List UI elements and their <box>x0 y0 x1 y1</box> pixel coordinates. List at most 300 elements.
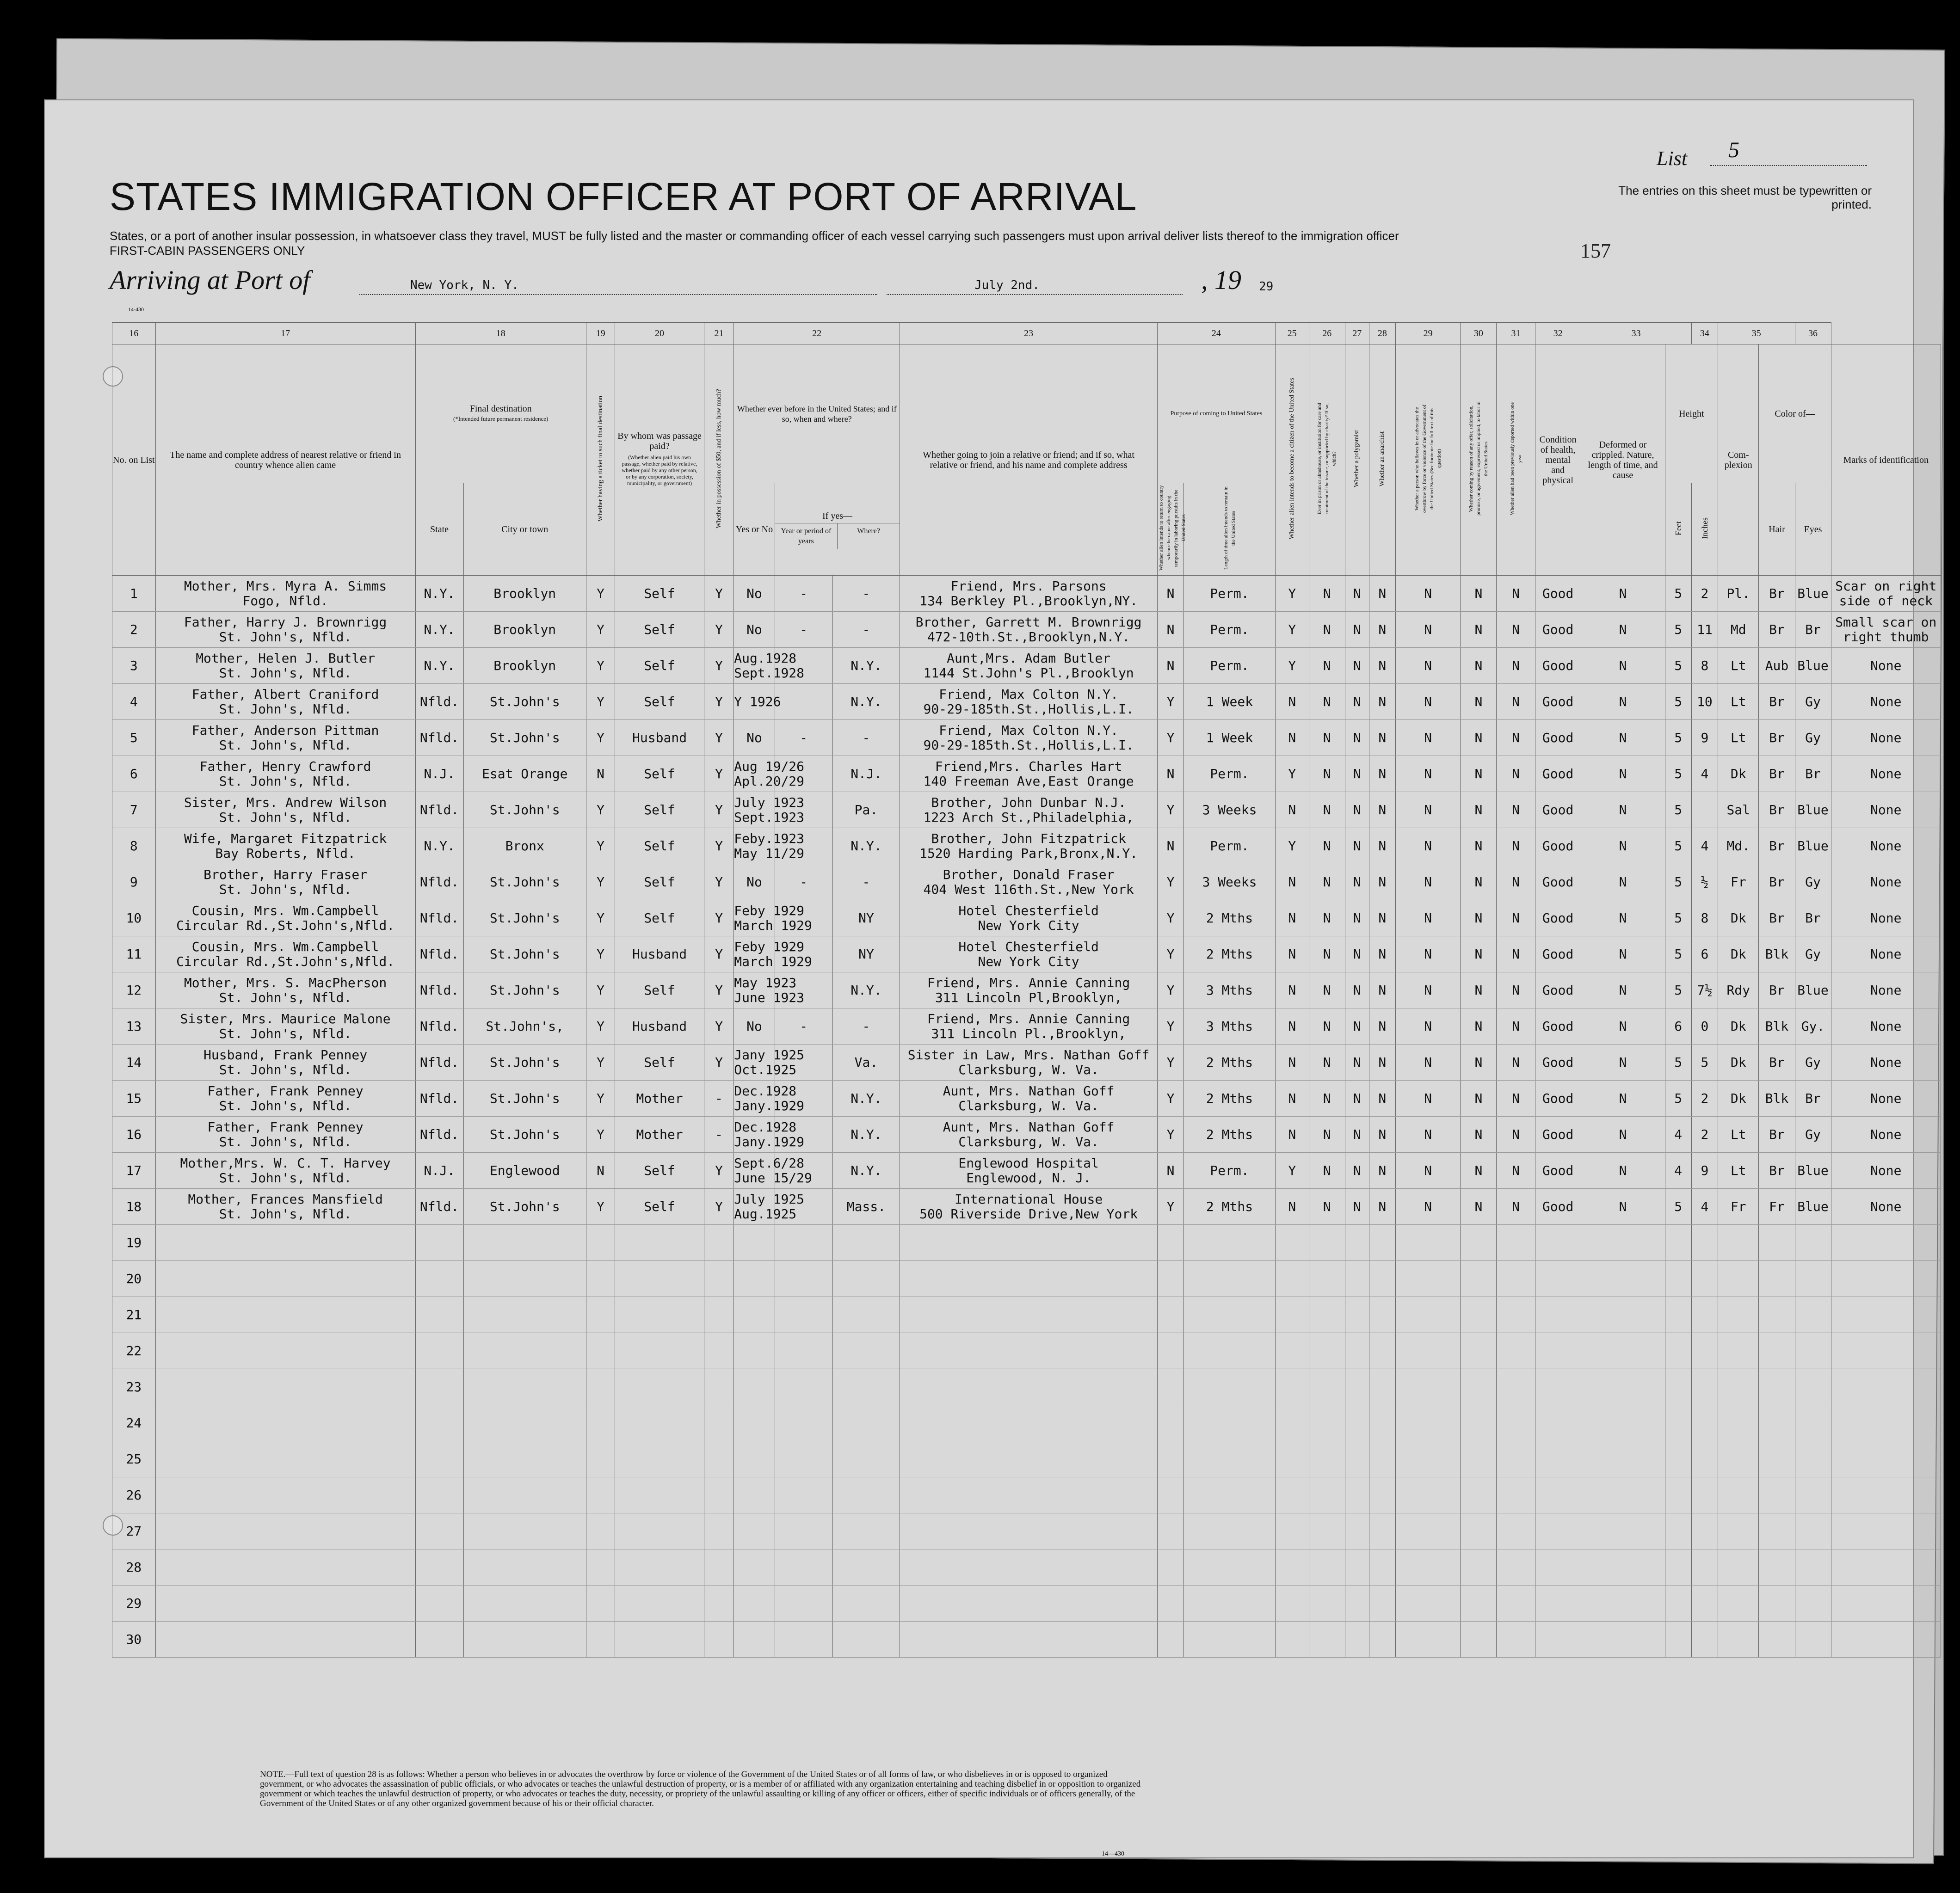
empty-cell <box>155 1441 415 1477</box>
polygamist-value-cell: N <box>1345 1081 1369 1117</box>
citizen-value-cell: Y <box>1275 828 1309 864</box>
labor-offer-value-cell: N <box>1461 684 1497 720</box>
empty-cell <box>734 1297 775 1333</box>
hair-color-value-cell: Br <box>1759 792 1795 828</box>
fifty-dollars-value-cell: Y <box>704 648 734 684</box>
empty-cell <box>1535 1405 1581 1441</box>
footnote: NOTE.—Full text of question 28 is as follows: Whether a person who believes in or advocates the overthrow by force or violence of the Government of the United States or of all forms of law, or who disbelieves in or is opposed to organized government, or who advocates the assassination of public officials, or who advocates or teaches the unlawful destruction of property, or is a member of or affiliated with any organization entertaining and teaching disbelief in or opposition to organized government or which teaches the unlawful destruction of property, or who advocates or teaches the duty, necessity, or propriety of the unlawful assaulting or killing of any officer or officers, either of specific individuals or of officers generally, of the Government of the United States or of any other organized government because of his or their official character. <box>260 1770 1141 1808</box>
hair-color-value-cell: Br <box>1759 828 1795 864</box>
ticket-value-cell: Y <box>586 900 615 936</box>
polygamist-value-cell: N <box>1345 1045 1369 1081</box>
empty-cell <box>900 1622 1158 1658</box>
empty-cell <box>1395 1441 1460 1477</box>
header-marks: Marks of identification <box>1831 344 1941 576</box>
relative-name: Father, Albert Craniford <box>191 686 379 702</box>
ticket-value-cell: N <box>586 1153 615 1189</box>
height-inches-value-cell: 5 <box>1691 1045 1718 1081</box>
prison-value-cell: N <box>1309 648 1345 684</box>
empty-cell <box>586 1369 615 1405</box>
nearest-relative-cell <box>155 1189 415 1225</box>
row-number-cell: 26 <box>112 1477 156 1513</box>
marks-line: None <box>1870 838 1902 854</box>
polygamist-value-cell: N <box>1345 756 1369 792</box>
joining-name: Friend, Mrs. Parsons <box>950 578 1107 594</box>
intends-return-value-cell: Y <box>1157 1045 1183 1081</box>
empty-cell <box>1759 1405 1795 1441</box>
header-intends-return <box>1157 483 1186 576</box>
empty-cell <box>1345 1513 1369 1549</box>
question-28-value-cell: N <box>1395 792 1460 828</box>
header-question-28 <box>1395 344 1460 576</box>
height-feet-value-cell: 5 <box>1665 1189 1691 1225</box>
relative-address: Circular Rd.,St.John's,Nfld. <box>176 953 395 969</box>
marks-line: None <box>1870 982 1902 998</box>
empty-cell <box>1665 1369 1691 1405</box>
fifty-dollars-value-cell: Y <box>704 792 734 828</box>
deformed-value-cell: N <box>1581 1153 1665 1189</box>
anarchist-value-cell: N <box>1369 684 1395 720</box>
empty-cell <box>1718 1586 1759 1622</box>
previous-visit-start: Feby 1929 <box>734 903 805 918</box>
empty-cell <box>1461 1477 1497 1513</box>
height-inches-value-cell: 4 <box>1691 828 1718 864</box>
empty-cell <box>1691 1513 1718 1549</box>
ticket-value-cell: Y <box>586 972 615 1008</box>
previously-in-us-value-cell <box>734 1153 812 1189</box>
prison-value-cell: N <box>1309 828 1345 864</box>
polygamist-value-cell: N <box>1345 1117 1369 1153</box>
complexion-value-cell: Dk <box>1718 1081 1759 1117</box>
empty-cell <box>1345 1441 1369 1477</box>
empty-cell <box>615 1225 704 1261</box>
empty-cell <box>1395 1297 1460 1333</box>
eye-color-value-cell: Gy <box>1795 936 1831 972</box>
anarchist-value-cell: N <box>1369 1189 1395 1225</box>
nearest-relative-cell <box>155 1081 415 1117</box>
prison-value-cell: N <box>1309 936 1345 972</box>
header-passage-paid <box>615 344 704 576</box>
empty-cell <box>1497 1549 1535 1586</box>
where-value-cell: - <box>832 576 900 612</box>
empty-cell <box>1665 1333 1691 1369</box>
deformed-value-cell: N <box>1581 612 1665 648</box>
header-feet <box>1665 483 1691 576</box>
previous-visit-start: No <box>746 1018 762 1034</box>
health-value-cell: Good <box>1535 1117 1581 1153</box>
joining-value-cell <box>900 684 1158 720</box>
col-num: 35 <box>1718 323 1795 344</box>
empty-cell <box>1369 1261 1395 1297</box>
empty-cell <box>1497 1586 1535 1622</box>
empty-cell <box>1184 1297 1276 1333</box>
labor-offer-value-cell: N <box>1461 864 1497 900</box>
empty-cell <box>1275 1225 1309 1261</box>
deformed-value-cell: N <box>1581 720 1665 756</box>
period-value-cell: - <box>775 864 832 900</box>
empty-cell <box>832 1261 900 1297</box>
deported-value-cell: N <box>1497 576 1535 612</box>
empty-cell <box>1581 1333 1665 1369</box>
previously-in-us-value-cell <box>734 792 805 828</box>
ticket-value-cell: Y <box>586 1008 615 1045</box>
empty-table-row <box>112 1441 1941 1477</box>
date-field <box>887 278 1183 295</box>
empty-cell <box>832 1369 900 1405</box>
empty-cell <box>1184 1622 1276 1658</box>
empty-cell <box>1275 1441 1309 1477</box>
previously-in-us-value-cell <box>734 900 812 936</box>
health-value-cell: Good <box>1535 756 1581 792</box>
complexion-value-cell: Pl. <box>1718 576 1759 612</box>
empty-cell <box>1461 1369 1497 1405</box>
joining-value-cell <box>900 972 1158 1008</box>
row-number-cell: 9 <box>112 864 156 900</box>
prison-value-cell: N <box>1309 612 1345 648</box>
empty-cell <box>1718 1405 1759 1441</box>
deformed-value-cell: N <box>1581 828 1665 864</box>
destination-state-cell: N.Y. <box>415 648 463 684</box>
nearest-relative-cell <box>155 648 415 684</box>
empty-cell <box>615 1622 704 1658</box>
joining-address: Clarksburg, W. Va. <box>958 1134 1099 1149</box>
complexion-value-cell: Lt <box>1718 720 1759 756</box>
empty-cell <box>1535 1297 1581 1333</box>
empty-cell <box>734 1622 775 1658</box>
hair-color-value-cell: Br <box>1759 756 1795 792</box>
empty-cell <box>1184 1586 1276 1622</box>
empty-cell <box>615 1405 704 1441</box>
empty-cell <box>415 1333 463 1369</box>
header-purpose: Purpose of coming to United States <box>1157 344 1275 483</box>
prison-value-cell: N <box>1309 1081 1345 1117</box>
empty-cell <box>832 1549 900 1586</box>
height-feet-value-cell: 5 <box>1665 1081 1691 1117</box>
previous-visit-start: Aug.1928 <box>734 650 797 666</box>
marks-line: None <box>1870 658 1902 673</box>
relative-address: St. John's, Nfld. <box>219 737 352 753</box>
footnote-form-code: 14—430 <box>1102 1850 1124 1857</box>
previous-visit-end: Jany.1929 <box>734 1134 805 1149</box>
joining-address: 311 Lincoln Pl.,Brooklyn, <box>931 1026 1126 1041</box>
empty-cell <box>586 1586 615 1622</box>
health-value-cell: Good <box>1535 792 1581 828</box>
empty-cell <box>1309 1369 1345 1405</box>
prison-value-cell: N <box>1309 576 1345 612</box>
destination-state-cell: Nfld. <box>415 936 463 972</box>
joining-value-cell <box>900 1081 1158 1117</box>
empty-cell <box>734 1333 775 1369</box>
empty-cell <box>1157 1225 1183 1261</box>
height-inches-value-cell: 6 <box>1691 936 1718 972</box>
empty-cell <box>586 1441 615 1477</box>
empty-cell <box>1309 1333 1345 1369</box>
header-citizen <box>1275 344 1309 576</box>
joining-value-cell <box>900 1189 1158 1225</box>
citizen-value-cell: N <box>1275 1117 1309 1153</box>
prison-label: Ever in prison or almshouse, or institution for care and treatment of the insane, or supported by charity? If so, which? <box>1317 403 1337 515</box>
citizen-value-cell: N <box>1275 1045 1309 1081</box>
prison-value-cell: N <box>1309 1008 1345 1045</box>
row-number-cell: 24 <box>112 1405 156 1441</box>
prison-value-cell: N <box>1309 684 1345 720</box>
empty-cell <box>1581 1441 1665 1477</box>
deported-label: Whether alien had been previously deported within one year <box>1509 402 1522 516</box>
eye-color-value-cell: Blue <box>1795 972 1831 1008</box>
citizen-value-cell: N <box>1275 972 1309 1008</box>
length-of-stay-value-cell: 2 Mths <box>1184 1081 1276 1117</box>
health-value-cell: Good <box>1535 828 1581 864</box>
previous-visit-start: Sept.6/28 <box>734 1155 805 1171</box>
row-number-cell: 6 <box>112 756 156 792</box>
prison-value-cell: N <box>1309 900 1345 936</box>
empty-cell <box>1691 1441 1718 1477</box>
height-inches-value-cell: ½ <box>1691 864 1718 900</box>
relative-address: St. John's, Nfld. <box>219 1206 352 1222</box>
marks-value-cell <box>1831 936 1941 972</box>
eye-color-value-cell: Gy <box>1795 684 1831 720</box>
labor-offer-value-cell: N <box>1461 612 1497 648</box>
fifty-dollars-value-cell: Y <box>704 864 734 900</box>
empty-cell <box>1795 1225 1831 1261</box>
polygamist-value-cell: N <box>1345 720 1369 756</box>
ticket-value-cell: Y <box>586 936 615 972</box>
health-value-cell: Good <box>1535 612 1581 648</box>
hair-color-value-cell: Br <box>1759 720 1795 756</box>
previously-in-us-value-cell <box>734 1081 805 1117</box>
empty-cell <box>415 1549 463 1586</box>
intends-return-value-cell: N <box>1157 576 1183 612</box>
deported-value-cell: N <box>1497 1008 1535 1045</box>
where-value-cell: - <box>832 1008 900 1045</box>
length-of-stay-value-cell: Perm. <box>1184 612 1276 648</box>
empty-cell <box>775 1261 832 1297</box>
intends-return-value-cell: Y <box>1157 684 1183 720</box>
empty-cell <box>1718 1622 1759 1658</box>
empty-cell <box>1275 1586 1309 1622</box>
empty-cell <box>155 1586 415 1622</box>
nearest-relative-cell <box>155 720 415 756</box>
empty-cell <box>463 1441 586 1477</box>
intends-return-value-cell: Y <box>1157 1189 1183 1225</box>
previous-visit-end: May 11/29 <box>734 845 805 861</box>
anarchist-value-cell: N <box>1369 900 1395 936</box>
form-code: 14-430 <box>128 306 144 313</box>
joining-address: 134 Berkley Pl.,Brooklyn,NY. <box>919 593 1138 608</box>
labor-offer-value-cell: N <box>1461 936 1497 972</box>
previously-in-us-value-cell <box>734 648 805 684</box>
passage-paid-value-cell: Self <box>615 900 704 936</box>
empty-cell <box>775 1441 832 1477</box>
empty-cell <box>1184 1261 1276 1297</box>
destination-city-cell: St.John's <box>463 1117 586 1153</box>
marks-value-cell <box>1831 828 1941 864</box>
passage-paid-label: By whom was passage paid? <box>617 430 702 451</box>
fifty-dollars-label: Whether in possession of $50, and if less, how much? <box>715 389 722 529</box>
empty-cell <box>1535 1441 1581 1477</box>
question-28-value-cell: N <box>1395 720 1460 756</box>
empty-cell <box>900 1369 1158 1405</box>
ticket-value-cell: Y <box>586 792 615 828</box>
empty-cell <box>1395 1225 1460 1261</box>
empty-cell <box>1369 1333 1395 1369</box>
deformed-value-cell: N <box>1581 1008 1665 1045</box>
destination-city-cell: Esat Orange <box>463 756 586 792</box>
empty-cell <box>704 1297 734 1333</box>
empty-cell <box>1461 1513 1497 1549</box>
empty-cell <box>1369 1369 1395 1405</box>
question-28-value-cell: N <box>1395 1117 1460 1153</box>
empty-cell <box>832 1513 900 1549</box>
empty-cell <box>1157 1549 1183 1586</box>
passenger-rows <box>112 576 1941 1658</box>
where-value-cell: N.Y. <box>832 648 900 684</box>
empty-cell <box>155 1477 415 1513</box>
empty-cell <box>1665 1261 1691 1297</box>
empty-cell <box>463 1369 586 1405</box>
header-anarchist <box>1369 344 1395 576</box>
hair-color-value-cell: Br <box>1759 1045 1795 1081</box>
relative-name: Mother, Mrs. Myra A. Simms <box>184 578 387 594</box>
empty-cell <box>1275 1333 1309 1369</box>
empty-cell <box>463 1333 586 1369</box>
empty-cell <box>1718 1225 1759 1261</box>
fifty-dollars-value-cell: Y <box>704 576 734 612</box>
deported-value-cell: N <box>1497 864 1535 900</box>
empty-cell <box>1718 1513 1759 1549</box>
deported-value-cell: N <box>1497 936 1535 972</box>
passage-paid-value-cell: Husband <box>615 1008 704 1045</box>
col-num: 27 <box>1345 323 1369 344</box>
period-value-cell: - <box>775 1008 832 1045</box>
table-row <box>112 612 1941 648</box>
empty-cell <box>704 1513 734 1549</box>
height-feet-value-cell: 5 <box>1665 612 1691 648</box>
destination-city-cell: St.John's <box>463 1189 586 1225</box>
fifty-dollars-value-cell: Y <box>704 1153 734 1189</box>
empty-cell <box>1497 1477 1535 1513</box>
empty-cell <box>1345 1586 1369 1622</box>
header-previously-in-us <box>734 344 900 483</box>
deformed-value-cell: N <box>1581 1045 1665 1081</box>
relative-address: St. John's, Nfld. <box>219 701 352 717</box>
complexion-value-cell: Lt <box>1718 648 1759 684</box>
nearest-relative-cell <box>155 1008 415 1045</box>
polygamist-value-cell: N <box>1345 1153 1369 1189</box>
complexion-value-cell: Dk <box>1718 936 1759 972</box>
empty-cell <box>1718 1549 1759 1586</box>
eye-color-value-cell: Br <box>1795 612 1831 648</box>
empty-cell <box>1665 1225 1691 1261</box>
destination-city-cell: Brooklyn <box>463 612 586 648</box>
empty-cell <box>1691 1333 1718 1369</box>
prison-value-cell: N <box>1309 972 1345 1008</box>
destination-state-cell: Nfld. <box>415 720 463 756</box>
fifty-dollars-value-cell: Y <box>704 828 734 864</box>
citizen-value-cell: N <box>1275 900 1309 936</box>
empty-cell <box>155 1225 415 1261</box>
table-row <box>112 864 1941 900</box>
empty-cell <box>1795 1261 1831 1297</box>
joining-address: 472-10th.St.,Brooklyn,N.Y. <box>927 629 1130 645</box>
empty-cell <box>1691 1369 1718 1405</box>
empty-cell <box>1497 1405 1535 1441</box>
empty-cell <box>1395 1261 1460 1297</box>
empty-cell <box>1691 1586 1718 1622</box>
previous-visit-end: Apl.20/29 <box>734 773 805 789</box>
intends-return-value-cell: Y <box>1157 720 1183 756</box>
empty-cell <box>734 1549 775 1586</box>
empty-cell <box>704 1405 734 1441</box>
joining-value-cell <box>900 828 1158 864</box>
length-of-stay-value-cell: 2 Mths <box>1184 1117 1276 1153</box>
eye-color-value-cell: Br <box>1795 756 1831 792</box>
joining-name: Englewood Hospital <box>958 1155 1099 1171</box>
empty-cell <box>1395 1622 1460 1658</box>
table-row <box>112 1045 1941 1081</box>
empty-cell <box>734 1261 775 1297</box>
marks-value-cell <box>1831 720 1941 756</box>
table-row <box>112 972 1941 1008</box>
previous-visit-start: No <box>746 621 762 637</box>
destination-city-cell: Englewood <box>463 1153 586 1189</box>
empty-table-row <box>112 1333 1941 1369</box>
ticket-value-cell: Y <box>586 1081 615 1117</box>
table-row <box>112 936 1941 972</box>
row-number-cell: 20 <box>112 1261 156 1297</box>
header-health: Condition of health, mental and physical <box>1535 344 1581 576</box>
row-number-cell: 7 <box>112 792 156 828</box>
previous-visit-end: Sept.1923 <box>734 809 805 825</box>
destination-city-cell: Brooklyn <box>463 648 586 684</box>
row-number-cell: 1 <box>112 576 156 612</box>
empty-cell <box>1369 1225 1395 1261</box>
empty-cell <box>832 1405 900 1441</box>
relative-name: Brother, Harry Fraser <box>203 867 368 882</box>
length-of-stay-value-cell: 2 Mths <box>1184 900 1276 936</box>
relative-name: Father, Frank Penney <box>207 1083 364 1099</box>
fifty-dollars-value-cell: Y <box>704 720 734 756</box>
empty-cell <box>1461 1441 1497 1477</box>
marks-line: None <box>1870 1126 1902 1142</box>
where-value-cell: N.Y. <box>832 1081 900 1117</box>
joining-value-cell <box>900 576 1158 612</box>
intends-return-value-cell: N <box>1157 648 1183 684</box>
eye-color-value-cell: Br <box>1795 900 1831 936</box>
empty-cell <box>415 1225 463 1261</box>
empty-cell <box>1157 1441 1183 1477</box>
intends-return-value-cell: Y <box>1157 1117 1183 1153</box>
deformed-value-cell: N <box>1581 864 1665 900</box>
row-number-cell: 21 <box>112 1297 156 1333</box>
empty-cell <box>415 1405 463 1441</box>
citizen-value-cell: N <box>1275 684 1309 720</box>
empty-cell <box>586 1549 615 1586</box>
empty-cell <box>832 1297 900 1333</box>
previously-in-us-value-cell <box>734 1189 805 1225</box>
empty-cell <box>415 1586 463 1622</box>
citizen-value-cell: Y <box>1275 648 1309 684</box>
polygamist-value-cell: N <box>1345 792 1369 828</box>
passage-paid-value-cell: Self <box>615 612 704 648</box>
empty-cell <box>463 1297 586 1333</box>
empty-cell <box>1184 1441 1276 1477</box>
empty-cell <box>415 1513 463 1549</box>
prison-value-cell: N <box>1309 1117 1345 1153</box>
intends-return-value-cell: Y <box>1157 1008 1183 1045</box>
header-fifty-dollars <box>704 344 734 576</box>
empty-cell <box>1831 1261 1941 1297</box>
header-no-on-list: No. on List <box>112 344 156 576</box>
